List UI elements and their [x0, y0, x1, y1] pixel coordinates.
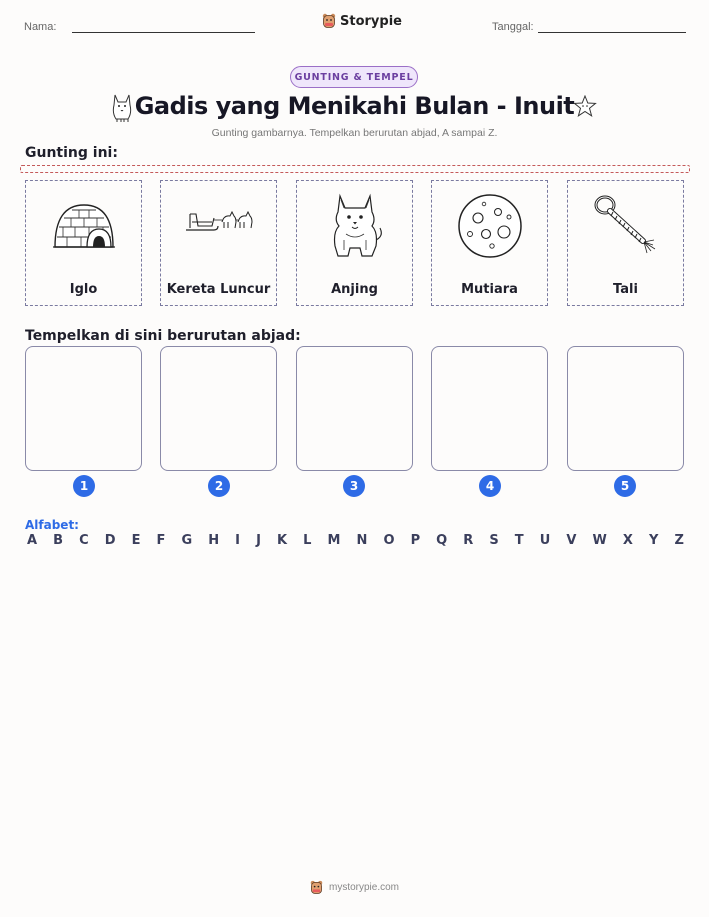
alphabet-letter: F: [156, 533, 166, 548]
number-badge-4: 4: [479, 475, 501, 497]
brand-name: Storypie: [340, 13, 402, 29]
activity-badge: GUNTING & TEMPEL: [290, 66, 418, 88]
cut-heading: Gunting ini:: [25, 145, 118, 161]
alphabet-letter: O: [383, 533, 395, 548]
alphabet-letter: D: [104, 533, 116, 548]
alphabet-letter: M: [327, 533, 341, 548]
cut-line: [20, 165, 690, 173]
alphabet-letter: Y: [648, 533, 659, 548]
card-label: Kereta Luncur: [166, 282, 271, 297]
alphabet-letter: S: [489, 533, 499, 548]
alphabet-letter: J: [256, 533, 261, 548]
brand-logo: [322, 13, 402, 29]
alphabet-letter: T: [514, 533, 524, 548]
date-line[interactable]: [538, 32, 686, 33]
alphabet-letter: R: [463, 533, 474, 548]
card-label: Tali: [613, 282, 638, 297]
alphabet-letter: H: [208, 533, 220, 548]
page-title: Gadis yang Menikahi Bulan - Inuit: [134, 92, 575, 120]
alphabet-letter: G: [181, 533, 193, 548]
alphabet-letter: L: [303, 533, 312, 548]
storypie-bear-icon: [322, 13, 336, 29]
cut-card-anjing[interactable]: [296, 180, 413, 306]
dog-icon: [326, 190, 384, 262]
number-badge-5: 5: [614, 475, 636, 497]
paste-box-4[interactable]: [431, 346, 548, 471]
cut-card-kereta-luncur[interactable]: [160, 180, 277, 306]
cut-card-iglo[interactable]: [25, 180, 142, 306]
name-label: Nama:: [24, 21, 57, 33]
rope-icon: [591, 193, 661, 259]
alphabet-letter: U: [539, 533, 551, 548]
name-line[interactable]: [72, 32, 255, 33]
alphabet-letter: B: [53, 533, 64, 548]
alphabet-letter: Z: [674, 533, 684, 548]
moon-pearl-icon: [456, 192, 524, 260]
number-badge-1: 1: [73, 475, 95, 497]
alphabet-letter: Q: [436, 533, 448, 548]
paste-box-1[interactable]: [25, 346, 142, 471]
storypie-bear-icon: [310, 880, 323, 895]
alphabet-letter: P: [410, 533, 421, 548]
paste-box-2[interactable]: [160, 346, 277, 471]
footer: [0, 880, 709, 895]
footer-url[interactable]: mystorypie.com: [328, 882, 399, 893]
star-icon: [573, 95, 597, 117]
alphabet-heading: Alfabet:: [25, 518, 79, 532]
alphabet-row: [27, 533, 684, 548]
instructions: Gunting gambarnya. Tempelkan berurutan abjad, A sampai Z.: [211, 127, 498, 139]
alphabet-letter: E: [131, 533, 141, 548]
alphabet-letter: A: [27, 533, 38, 548]
card-label: Mutiara: [461, 282, 518, 297]
paste-box-3[interactable]: [296, 346, 413, 471]
cut-card-mutiara[interactable]: [431, 180, 548, 306]
date-label: Tanggal:: [492, 21, 534, 33]
cut-card-tali[interactable]: [567, 180, 684, 306]
alphabet-letter: K: [276, 533, 288, 548]
alphabet-letter: N: [356, 533, 368, 548]
alphabet-letter: V: [566, 533, 577, 548]
card-label: Anjing: [331, 282, 378, 297]
paste-heading: Tempelkan di sini berurutan abjad:: [25, 328, 301, 344]
alphabet-letter: X: [622, 533, 633, 548]
card-label: Iglo: [69, 282, 98, 297]
number-badge-2: 2: [208, 475, 230, 497]
number-badge-3: 3: [343, 475, 365, 497]
paste-box-5[interactable]: [567, 346, 684, 471]
alphabet-letter: C: [79, 533, 89, 548]
alphabet-letter: W: [592, 533, 607, 548]
igloo-icon: [51, 199, 117, 253]
dog-sled-icon: [184, 200, 254, 240]
alphabet-letter: I: [235, 533, 241, 548]
